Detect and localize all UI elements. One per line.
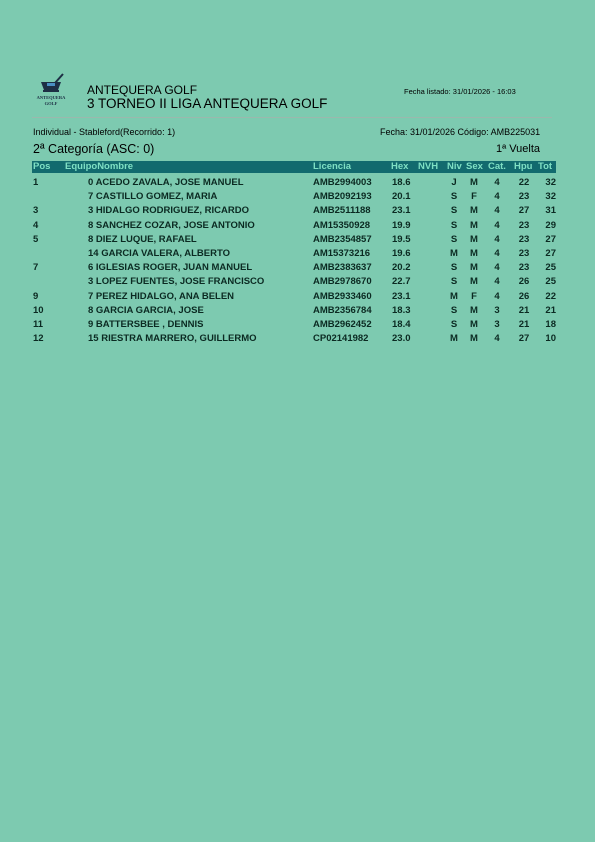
cell-niv: S — [450, 276, 458, 288]
table-row — [32, 177, 556, 191]
listing-date: Fecha listado: 31/01/2026 - 16:03 — [404, 87, 516, 96]
cell-hex: 19.9 — [392, 219, 411, 231]
cell-sex: M — [470, 219, 478, 231]
cell-cat: 4 — [494, 333, 500, 345]
cell-sex: M — [470, 248, 478, 259]
header-hpu: Hpu — [514, 161, 533, 172]
cell-niv: J — [451, 177, 457, 188]
cell-hex: 18.3 — [392, 304, 411, 316]
cell-sex: F — [471, 191, 477, 203]
cell-hpu: 21 — [518, 319, 530, 330]
cell-sex: M — [470, 333, 478, 345]
cell-sex: M — [470, 304, 478, 316]
header-niv: Niv — [447, 161, 462, 172]
category-title: 2ª Categoría (ASC: 0) — [33, 142, 155, 156]
cell-hpu: 22 — [518, 177, 530, 188]
cell-license: AMB2511188 — [313, 205, 371, 217]
cell-pos: 4 — [33, 219, 39, 231]
cell-tot: 22 — [545, 290, 556, 302]
cell-hpu: 27 — [518, 205, 530, 217]
modality: Individual - Stableford(Recorrido: 1) — [33, 127, 176, 137]
cell-niv: S — [450, 319, 458, 330]
cell-niv: M — [450, 248, 458, 259]
cell-cat: 4 — [494, 290, 500, 302]
cell-tot: 32 — [545, 191, 556, 203]
cell-cat: 3 — [494, 304, 500, 316]
cell-tot: 29 — [545, 219, 556, 231]
cell-tot: 10 — [545, 333, 556, 345]
table-row — [32, 220, 556, 234]
header-nvh: NVH — [418, 161, 439, 172]
cell-pos: 11 — [33, 319, 44, 330]
cell-sex: M — [470, 262, 478, 274]
cell-cat: 4 — [494, 219, 500, 231]
cell-name: 6 IGLESIAS ROGER, JUAN MANUEL — [88, 262, 253, 274]
cell-tot: 25 — [545, 276, 556, 288]
cell-hpu: 27 — [518, 333, 530, 345]
cell-tot: 21 — [545, 304, 556, 316]
cell-sex: M — [470, 319, 478, 330]
cell-hpu: 23 — [518, 248, 530, 259]
cell-hex: 20.1 — [392, 191, 411, 203]
cell-niv: M — [450, 290, 458, 302]
date-code: Fecha: 31/01/2026 Código: AMB225031 — [380, 127, 541, 137]
cell-sex: M — [470, 276, 478, 288]
cell-hex: 23.1 — [392, 205, 411, 217]
cell-cat: 4 — [494, 177, 500, 188]
cell-hpu: 23 — [518, 219, 530, 231]
cell-pos: 3 — [33, 205, 39, 217]
table-row — [32, 205, 556, 219]
cell-cat: 4 — [494, 191, 500, 203]
cell-pos: 7 — [33, 262, 39, 274]
table-row — [32, 319, 556, 333]
cell-cat: 4 — [494, 248, 500, 259]
cell-hpu: 23 — [518, 191, 530, 203]
cell-tot: 32 — [545, 177, 556, 188]
table-row — [32, 276, 556, 290]
cell-cat: 4 — [494, 276, 500, 288]
cell-sex: M — [470, 177, 478, 188]
cell-niv: S — [450, 233, 458, 245]
header-sex: Sex — [466, 161, 483, 172]
cell-niv: S — [450, 262, 458, 274]
cell-cat: 4 — [494, 262, 500, 274]
cell-hex: 18.4 — [392, 319, 411, 330]
cell-name: 3 LOPEZ FUENTES, JOSE FRANCISCO — [88, 276, 265, 288]
cell-hex: 19.6 — [392, 248, 411, 259]
cell-hex: 23.0 — [392, 333, 411, 345]
header-tot: Tot — [538, 161, 553, 172]
cell-pos: 9 — [33, 290, 39, 302]
cell-license: CP02141982 — [313, 333, 369, 345]
table-row — [32, 248, 556, 262]
cell-name: 8 GARCIA GARCIA, JOSE — [88, 304, 204, 316]
cell-pos: 5 — [33, 233, 39, 245]
cell-hex: 19.5 — [392, 233, 411, 245]
cell-license: AMB2962452 — [313, 319, 372, 330]
cell-license: AMB2356784 — [313, 304, 372, 316]
cell-sex: M — [470, 233, 478, 245]
cell-license: AMB2994003 — [313, 177, 372, 188]
cell-name: 14 GARCIA VALERA, ALBERTO — [88, 248, 230, 259]
cell-name: 0 ACEDO ZAVALA, JOSE MANUEL — [88, 177, 244, 188]
cell-name: 15 RIESTRA MARRERO, GUILLERMO — [88, 333, 257, 345]
cell-cat: 4 — [494, 205, 500, 217]
cell-sex: F — [471, 290, 477, 302]
logo-text-2: GOLF — [44, 101, 58, 106]
cell-name: 8 DIEZ LUQUE, RAFAEL — [88, 233, 197, 245]
cell-name: 8 SANCHEZ COZAR, JOSE ANTONIO — [88, 219, 255, 231]
cell-license: AMB2933460 — [313, 290, 372, 302]
table-row — [32, 291, 556, 305]
cell-niv: M — [450, 333, 458, 345]
table-row — [32, 262, 556, 276]
cell-name: 9 BATTERSBEE , DENNIS — [88, 319, 204, 330]
club-logo — [33, 73, 69, 107]
cell-pos: 1 — [33, 177, 39, 188]
cell-license: AMB2092193 — [313, 191, 372, 203]
header-hex: Hex — [391, 161, 409, 172]
cell-license: AM15373216 — [313, 248, 371, 259]
cell-cat: 4 — [494, 233, 500, 245]
cell-hex: 20.2 — [392, 262, 411, 274]
header-team: EquipoNombre — [65, 161, 134, 172]
cell-tot: 27 — [545, 233, 556, 245]
cell-tot: 31 — [545, 205, 556, 217]
header-license: Licencia — [313, 161, 352, 172]
cell-pos: 12 — [33, 333, 44, 345]
cell-cat: 3 — [494, 319, 500, 330]
cell-license: AMB2978670 — [313, 276, 372, 288]
tournament-name: 3 TORNEO II LIGA ANTEQUERA GOLF — [87, 96, 328, 111]
table-header — [32, 161, 556, 173]
cell-license: AMB2354857 — [313, 233, 372, 245]
cell-hpu: 21 — [518, 304, 530, 316]
cell-license: AM15350928 — [313, 219, 371, 231]
cell-hex: 23.1 — [392, 290, 411, 302]
cell-name: 7 PEREZ HIDALGO, ANA BELEN — [88, 290, 235, 302]
cell-niv: S — [450, 219, 458, 231]
cell-name: 7 CASTILLO GOMEZ, MARIA — [88, 191, 218, 203]
table-row — [32, 234, 556, 248]
club-name: ANTEQUERA GOLF — [87, 83, 198, 97]
cell-niv: S — [450, 191, 458, 203]
cell-hpu: 23 — [518, 233, 530, 245]
cell-hpu: 23 — [518, 262, 530, 274]
header-cat: Cat. — [488, 161, 506, 172]
cell-hpu: 26 — [518, 290, 530, 302]
round-label: 1ª Vuelta — [496, 143, 541, 155]
cell-license: AMB2383637 — [313, 262, 372, 274]
cell-hpu: 26 — [518, 276, 530, 288]
cell-hex: 22.7 — [392, 276, 411, 288]
cell-name: 3 HIDALGO RODRIGUEZ, RICARDO — [88, 205, 249, 217]
cell-hex: 18.6 — [392, 177, 411, 188]
cell-sex: M — [470, 205, 478, 217]
logo-text-1: ANTEQUERA — [36, 95, 66, 100]
table-row — [32, 333, 556, 347]
cell-pos: 10 — [33, 304, 44, 316]
cell-tot: 25 — [545, 262, 556, 274]
cell-tot: 27 — [545, 248, 556, 259]
table-row — [32, 305, 556, 319]
header-pos: Pos — [33, 161, 51, 172]
cell-niv: S — [450, 205, 458, 217]
cell-tot: 18 — [545, 319, 556, 330]
table-row — [32, 191, 556, 205]
cell-niv: S — [450, 304, 458, 316]
header-divider — [32, 117, 552, 118]
